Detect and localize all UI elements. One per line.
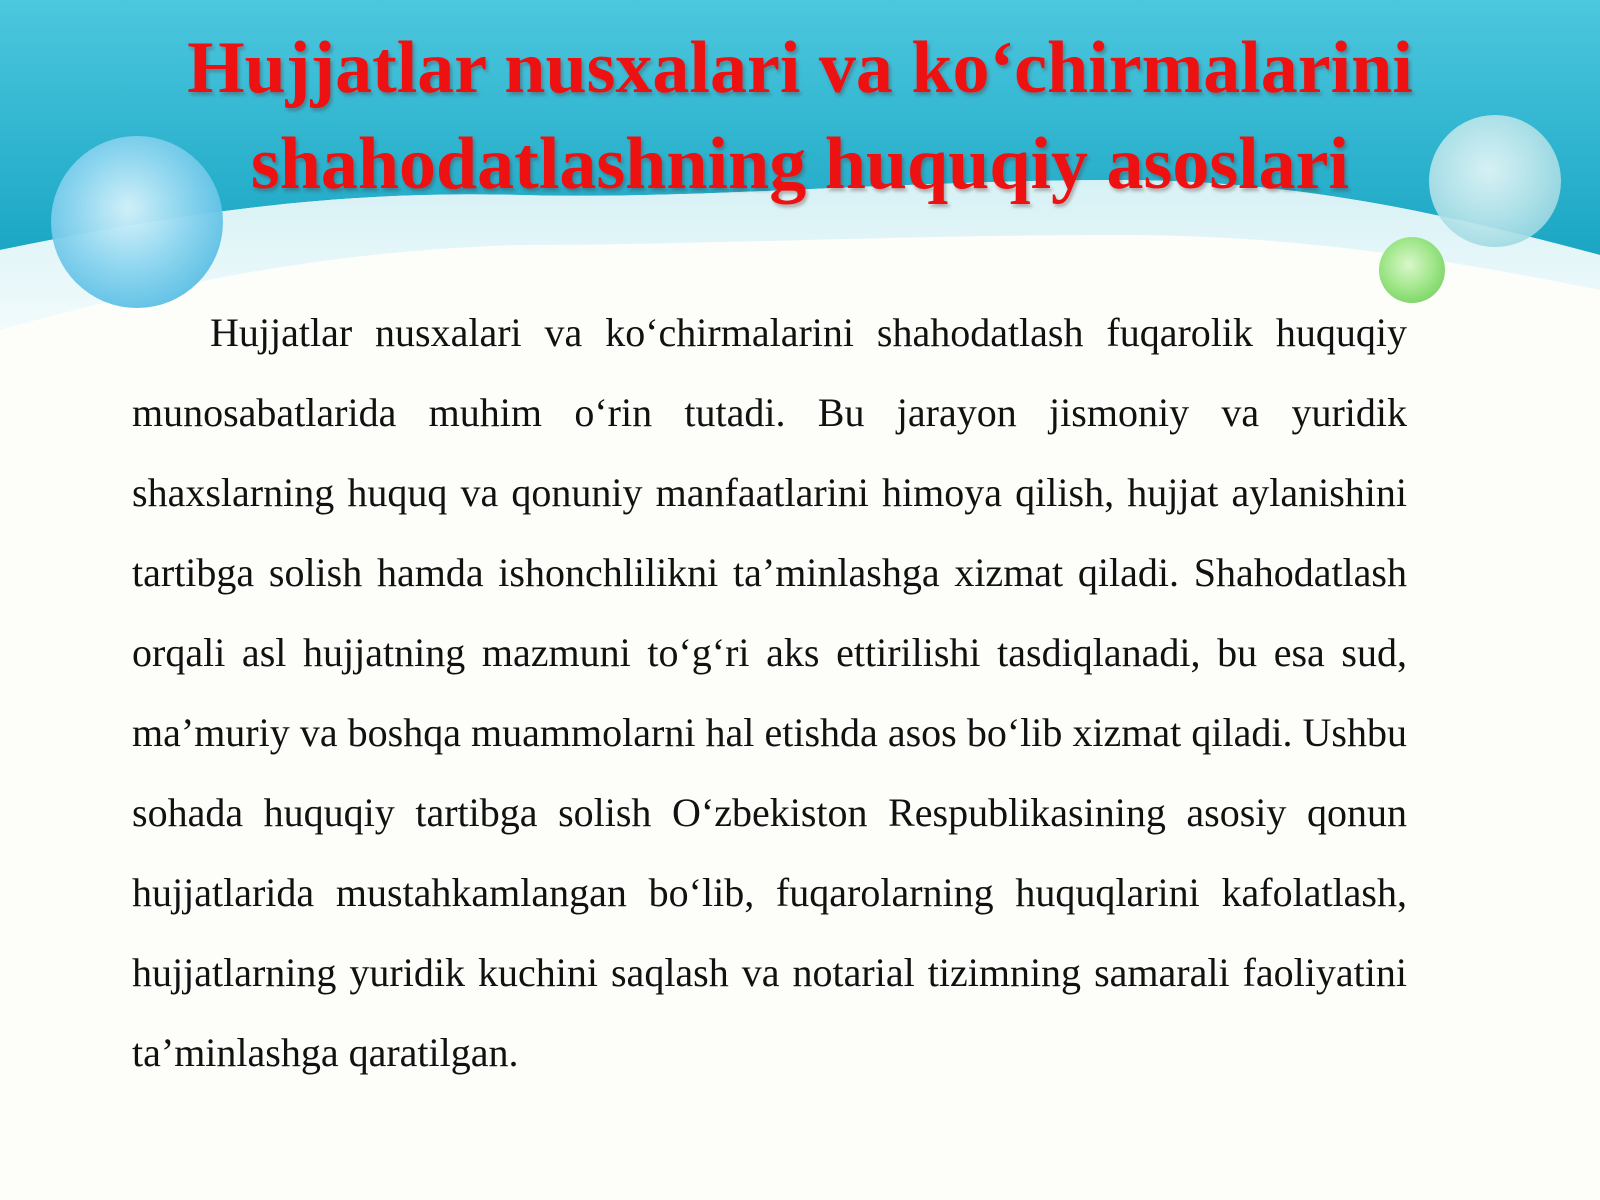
slide-title: Hujjatlar nusxalari va ko‘chirmalarini shahodatlashning huquqiy asoslari [187, 27, 1413, 205]
body-paragraph: Hujjatlar nusxalari va ko‘chirmalarini shahodatlash fuqarolik huquqiy munosabatlarida muhim o‘rin tutadi. Bu jarayon jismoniy va yuridik shaxslarning huquq va qonuniy manfaatlarini himoya qilish, hujjat aylanishini tartibga solish hamda ishonchlilikni ta’minlashga xizmat qiladi. Shahodatlash orqali asl hujjatning mazmuni to‘g‘ri aks ettirilishi tasdiqlanadi, bu esa sud, ma’muriy va boshqa muammolarni hal etishda asos bo‘lib xizmat qiladi. Ushbu sohada huquqiy tartibga solish O‘zbekiston Respublikasining asosiy qonun hujjatlarida mustahkamlangan bo‘lib, fuqarolarning huquqlarini kafolatlash, hujjatlarning yuridik kuchini saqlash va notarial tizimning samarali faoliyatini ta’minlashga qaratilgan. [132, 310, 1407, 1075]
